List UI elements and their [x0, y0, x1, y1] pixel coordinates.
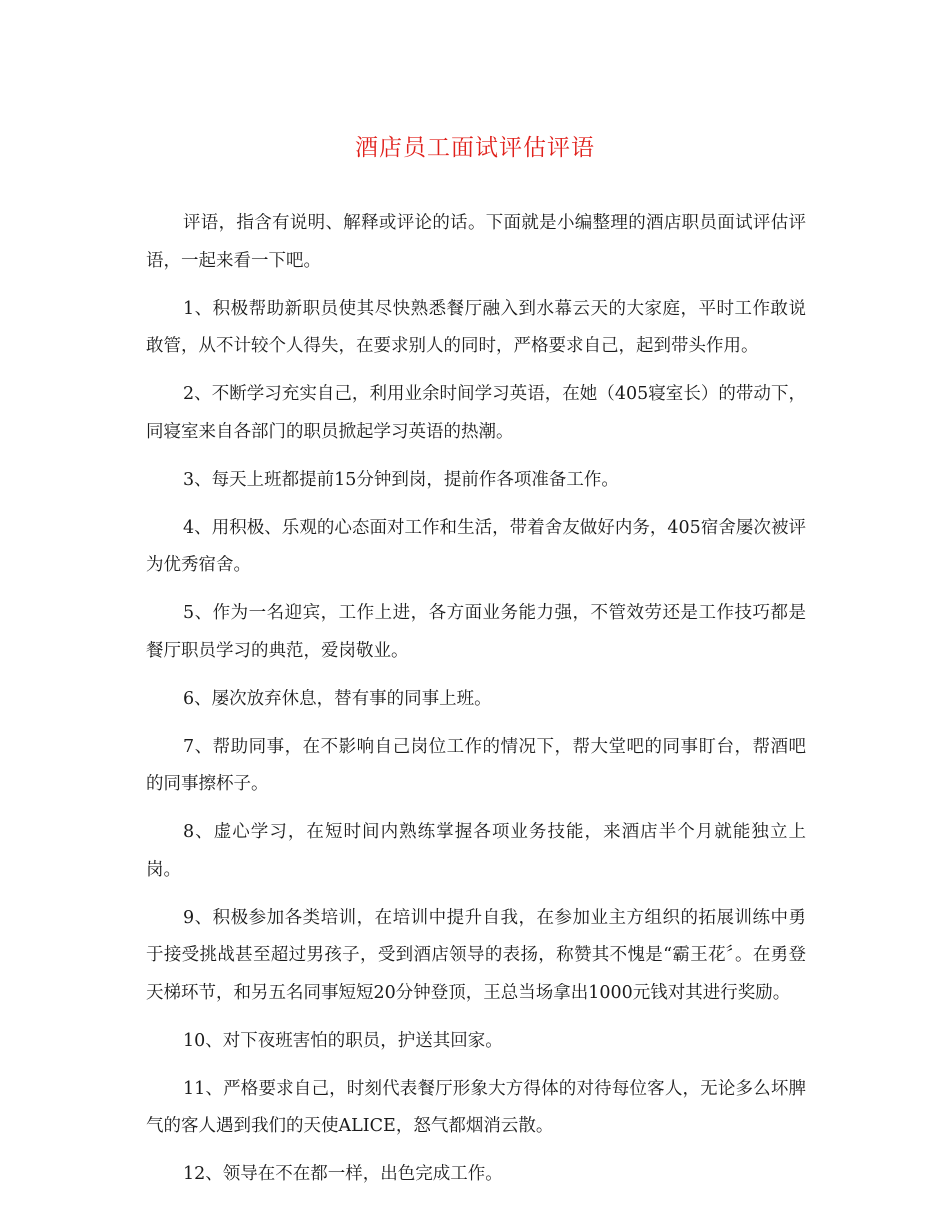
- intro-paragraph: 评语，指含有说明、解释或评论的话。下面就是小编整理的酒店职员面试评估评语，一起来看一下吧。: [146, 213, 806, 271]
- list-item-11: 11、严格要求自己，时刻代表餐厅形象大方得体的对待每位客人，无论多么坏脾气的客人遇到我们的天使ALICE，怒气都烟消云散。: [146, 1078, 806, 1136]
- list-item-3: 3、每天上班都提前15分钟到岗，提前作各项准备工作。: [183, 469, 619, 490]
- list-item-7: 7、帮助同事，在不影响自己岗位工作的情况下，帮大堂吧的同事盯台，帮酒吧的同事擦杯子。: [146, 736, 806, 794]
- list-item-12: 12、领导在不在都一样，出色完成工作。: [183, 1164, 503, 1184]
- list-item-8: 8、虚心学习，在短时间内熟练掌握各项业务技能，来酒店半个月就能独立上岗。: [146, 822, 806, 880]
- document-title: 酒店员工面试评估评语: [355, 135, 595, 161]
- list-item-5: 5、作为一名迎宾，工作上进，各方面业务能力强，不管效劳还是工作技巧都是餐厅职员学习的典范，爱岗敬业。: [146, 603, 806, 661]
- list-item-9: 9、积极参加各类培训，在培训中提升自我，在参加业主方组织的拓展训练中勇于接受挑战甚至超过男孩子，受到酒店领导的表扬，称赞其不愧是“霸王花〞。在勇登天梯环节，和另五名同事短短20分钟登顶，王总当场拿出1000元钱对其进行奖励。: [146, 907, 806, 1003]
- list-item-1: 1、积极帮助新职员使其尽快熟悉餐厅融入到水幕云天的大家庭，平时工作敢说敢管，从不计较个人得失，在要求别人的同时，严格要求自己，起到带头作用。: [146, 298, 806, 356]
- list-item-4: 4、用积极、乐观的心态面对工作和生活，带着舍友做好内务，405宿舍屡次被评为优秀宿舍。: [146, 517, 806, 575]
- list-item-10: 10、对下夜班害怕的职员，护送其回家。: [183, 1030, 503, 1051]
- document-body: [146, 205, 806, 1204]
- list-item-6: 6、屡次放弃休息，替有事的同事上班。: [183, 688, 492, 709]
- list-item-2: 2、不断学习充实自己，利用业余时间学习英语，在她（405寝室长）的带动下，同寝室来自各部门的职员掀起学习英语的热潮。: [146, 384, 806, 442]
